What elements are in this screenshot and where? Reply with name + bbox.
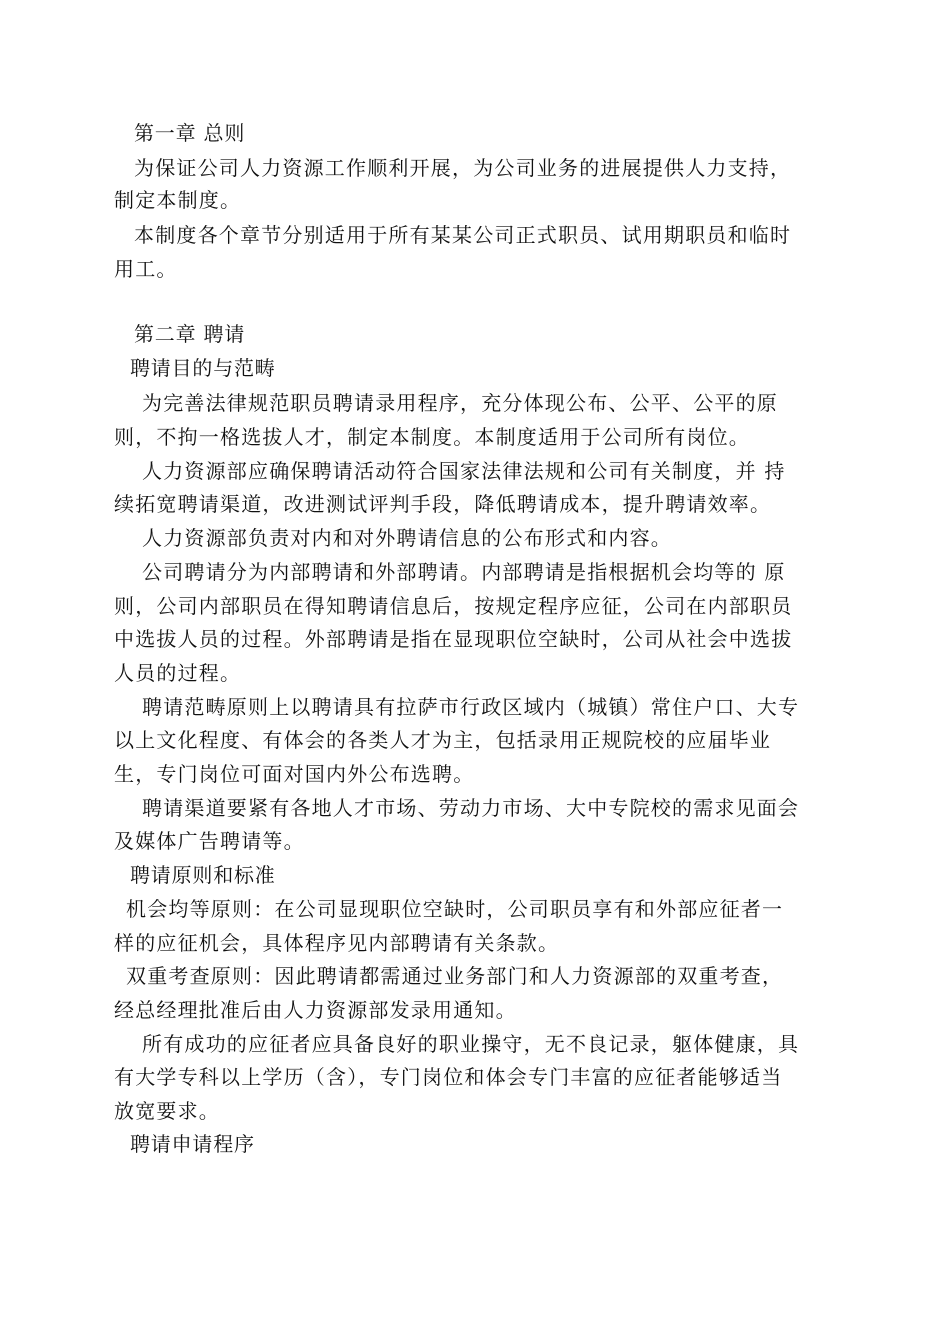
paragraph-line: 及媒体广告聘请等。 [114, 829, 305, 853]
paragraph-line: 样的应征机会，具体程序见内部聘请有关条款。 [114, 931, 560, 955]
paragraph-line: 续拓宽聘请渠道，改进测试评判手段，降低聘请成本，提升聘请效率。 [114, 492, 772, 516]
chapter-2-title: 第二章 聘请 [134, 322, 246, 346]
paragraph-line: 有大学专科以上学历（含），专门岗位和体会专门丰富的应征者能够适当 [114, 1065, 783, 1089]
paragraph-line: 放宽要求。 [114, 1099, 220, 1123]
paragraph-line: 为保证公司人力资源工作顺利开展，为公司业务的进展提供人力支持， [134, 156, 792, 180]
paragraph-line: 人员的过程。 [114, 661, 242, 685]
section-title-recruitment-application: 聘请申请程序 [130, 1132, 255, 1156]
paragraph-line: 人力资源部负责对内和对外聘请信息的公布形式和内容。 [142, 526, 672, 550]
paragraph-line: 双重考查原则：因此聘请都需通过业务部门和人力资源部的双重考查， [126, 964, 784, 988]
paragraph-line: 用工。 [114, 257, 178, 281]
section-title-recruitment-purpose: 聘请目的与范畴 [130, 356, 276, 380]
paragraph-line: 聘请渠道要紧有各地人才市场、劳动力市场、大中专院校的需求见面会 [142, 796, 800, 820]
paragraph-line: 则，公司内部职员在得知聘请信息后，按规定程序应征，公司在内部职员 [114, 594, 793, 618]
paragraph-line: 中选拔人员的过程。外部聘请是指在显现职位空缺时，公司从社会中选拔 [114, 627, 793, 651]
chapter-1-title: 第一章 总则 [134, 121, 246, 145]
paragraph-line: 公司聘请分为内部聘请和外部聘请。内部聘请是指根据机会均等的 原 [142, 560, 786, 584]
paragraph-line: 经总经理批准后由人力资源部发录用通知。 [114, 998, 517, 1022]
paragraph-line: 所有成功的应征者应具备良好的职业操守，无不良记录，躯体健康，具 [142, 1032, 800, 1056]
paragraph-line: 人力资源部应确保聘请活动符合国家法律法规和公司有关制度，并 持 [142, 459, 786, 483]
paragraph-line: 本制度各个章节分别适用于所有某某公司正式职员、试用期职员和临时 [134, 223, 792, 247]
section-title-recruitment-principles: 聘请原则和标准 [130, 863, 276, 887]
paragraph-line: 以上文化程度、有体会的各类人才为主，包括录用正规院校的应届毕业 [114, 728, 772, 752]
paragraph-line: 机会均等原则：在公司显现职位空缺时，公司职员享有和外部应征者一 [126, 897, 784, 921]
paragraph-line: 则，不拘一格选拔人才，制定本制度。本制度适用于公司所有岗位。 [114, 425, 750, 449]
paragraph-line: 聘请范畴原则上以聘请具有拉萨市行政区域内（城镇）常住户口、大专 [142, 695, 800, 719]
paragraph-line: 为完善法律规范职员聘请录用程序，充分体现公布、公平、公平的原 [142, 391, 778, 415]
paragraph-line: 制定本制度。 [114, 188, 242, 212]
paragraph-line: 生，专门岗位可面对国内外公布选聘。 [114, 762, 475, 786]
